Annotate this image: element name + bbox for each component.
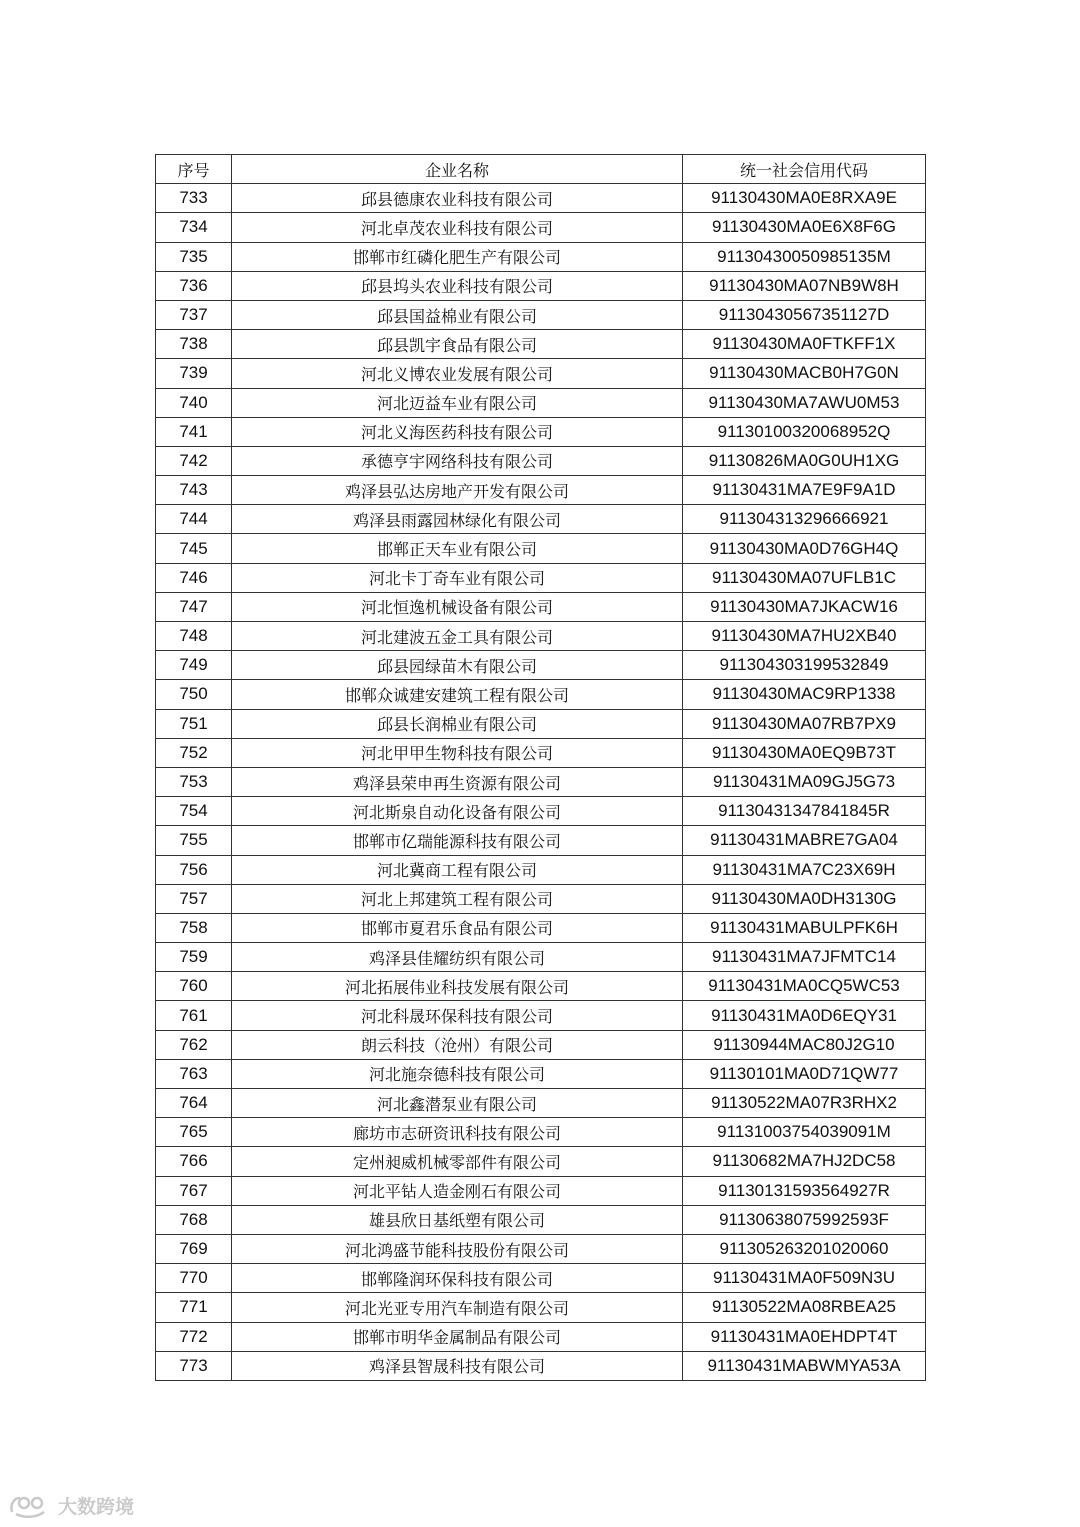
- cell-serial-number: 741: [156, 417, 232, 446]
- table-row: [156, 476, 926, 505]
- cell-serial-number: 746: [156, 563, 232, 592]
- table-body: [156, 184, 926, 1381]
- cell-serial-number: 737: [156, 300, 232, 329]
- cell-serial-number: 739: [156, 359, 232, 388]
- table-row: [156, 709, 926, 738]
- cell-serial-number: 762: [156, 1030, 232, 1059]
- cell-company-name: 河北迈益车业有限公司: [232, 388, 683, 417]
- table-row: [156, 563, 926, 592]
- cell-serial-number: 771: [156, 1293, 232, 1322]
- cell-company-name: 邱县德康农业科技有限公司: [232, 184, 683, 213]
- table-row: [156, 592, 926, 621]
- cell-credit-code: 91130431347841845R: [683, 797, 926, 826]
- cell-credit-code: 911304313296666921: [683, 505, 926, 534]
- cell-serial-number: 733: [156, 184, 232, 213]
- table-row: [156, 534, 926, 563]
- table-row: [156, 855, 926, 884]
- cell-serial-number: 750: [156, 680, 232, 709]
- cell-credit-code: 91130431MA09GJ5G73: [683, 767, 926, 796]
- cell-company-name: 邱县坞头农业科技有限公司: [232, 271, 683, 300]
- cell-company-name: 雄县欣日基纸塑有限公司: [232, 1205, 683, 1234]
- cell-credit-code: 91130431MA0D6EQY31: [683, 1001, 926, 1030]
- table-row: [156, 1176, 926, 1205]
- cell-serial-number: 773: [156, 1351, 232, 1380]
- cell-company-name: 朗云科技（沧州）有限公司: [232, 1030, 683, 1059]
- table-row: [156, 1264, 926, 1293]
- cell-credit-code: 91130522MA07R3RHX2: [683, 1089, 926, 1118]
- cell-credit-code: 91130430MA0D76GH4Q: [683, 534, 926, 563]
- cell-company-name: 承德亨宇网络科技有限公司: [232, 446, 683, 475]
- cell-credit-code: 91130131593564927R: [683, 1176, 926, 1205]
- cell-company-name: 鸡泽县弘达房地产开发有限公司: [232, 476, 683, 505]
- cell-serial-number: 763: [156, 1059, 232, 1088]
- cell-serial-number: 765: [156, 1118, 232, 1147]
- table-row: [156, 767, 926, 796]
- cell-company-name: 河北平钻人造金刚石有限公司: [232, 1176, 683, 1205]
- cell-serial-number: 738: [156, 330, 232, 359]
- table-row: [156, 1089, 926, 1118]
- cell-credit-code: 91130430567351127D: [683, 300, 926, 329]
- table-row: [156, 680, 926, 709]
- cell-credit-code: 91130682MA7HJ2DC58: [683, 1147, 926, 1176]
- header-company-name: 企业名称: [232, 155, 683, 184]
- cell-serial-number: 756: [156, 855, 232, 884]
- table-row: [156, 359, 926, 388]
- table-row: [156, 388, 926, 417]
- table-row: [156, 1234, 926, 1263]
- cell-serial-number: 766: [156, 1147, 232, 1176]
- cell-company-name: 河北甲甲生物科技有限公司: [232, 738, 683, 767]
- cell-credit-code: 91130430MA7HU2XB40: [683, 622, 926, 651]
- cell-company-name: 河北卓茂农业科技有限公司: [232, 213, 683, 242]
- table-row: [156, 242, 926, 271]
- table-row: [156, 913, 926, 942]
- cell-company-name: 邯郸市明华金属制品有限公司: [232, 1322, 683, 1351]
- cell-company-name: 邯郸隆润环保科技有限公司: [232, 1264, 683, 1293]
- cell-credit-code: 91130430MA0E8RXA9E: [683, 184, 926, 213]
- cell-company-name: 邯郸市亿瑞能源科技有限公司: [232, 826, 683, 855]
- cell-company-name: 邱县园绿苗木有限公司: [232, 651, 683, 680]
- cell-company-name: 廊坊市志研资讯科技有限公司: [232, 1118, 683, 1147]
- table-row: [156, 622, 926, 651]
- cell-credit-code: 91130431MA7C23X69H: [683, 855, 926, 884]
- watermark: [8, 1490, 134, 1520]
- cell-credit-code: 91130431MA0CQ5WC53: [683, 972, 926, 1001]
- cell-company-name: 邯郸市红磷化肥生产有限公司: [232, 242, 683, 271]
- cell-credit-code: 91130522MA08RBEA25: [683, 1293, 926, 1322]
- cell-company-name: 鸡泽县智晟科技有限公司: [232, 1351, 683, 1380]
- cell-serial-number: 749: [156, 651, 232, 680]
- table-row: [156, 738, 926, 767]
- cell-company-name: 河北恒逸机械设备有限公司: [232, 592, 683, 621]
- header-serial-number: 序号: [156, 155, 232, 184]
- cell-credit-code: 91130430MACB0H7G0N: [683, 359, 926, 388]
- cell-credit-code: 91130431MABWMYA53A: [683, 1351, 926, 1380]
- table-row: [156, 300, 926, 329]
- cell-credit-code: 91130101MA0D71QW77: [683, 1059, 926, 1088]
- cell-company-name: 河北冀商工程有限公司: [232, 855, 683, 884]
- cell-company-name: 邯郸市夏君乐食品有限公司: [232, 913, 683, 942]
- cell-serial-number: 752: [156, 738, 232, 767]
- table-row: [156, 417, 926, 446]
- table-row: [156, 1293, 926, 1322]
- table-row: [156, 1205, 926, 1234]
- cell-credit-code: 91130430MA0EQ9B73T: [683, 738, 926, 767]
- cell-credit-code: 911304303199532849: [683, 651, 926, 680]
- cell-credit-code: 91130431MABULPFK6H: [683, 913, 926, 942]
- cell-credit-code: 91130431MA7E9F9A1D: [683, 476, 926, 505]
- cell-company-name: 定州昶威机械零部件有限公司: [232, 1147, 683, 1176]
- cell-credit-code: 91130430MA0E6X8F6G: [683, 213, 926, 242]
- cell-company-name: 河北拓展伟业科技发展有限公司: [232, 972, 683, 1001]
- cell-credit-code: 91130431MA0F509N3U: [683, 1264, 926, 1293]
- table-row: [156, 1322, 926, 1351]
- table-row: [156, 943, 926, 972]
- cell-company-name: 河北鸿盛节能科技股份有限公司: [232, 1234, 683, 1263]
- table-row: [156, 446, 926, 475]
- cell-company-name: 邱县国益棉业有限公司: [232, 300, 683, 329]
- table-row: [156, 330, 926, 359]
- cell-company-name: 邯郸众诚建安建筑工程有限公司: [232, 680, 683, 709]
- cell-serial-number: 735: [156, 242, 232, 271]
- cell-credit-code: 911305263201020060: [683, 1234, 926, 1263]
- cell-credit-code: 91130430MA7AWU0M53: [683, 388, 926, 417]
- cell-serial-number: 745: [156, 534, 232, 563]
- cell-credit-code: 91131003754039091M: [683, 1118, 926, 1147]
- cell-credit-code: 91130944MAC80J2G10: [683, 1030, 926, 1059]
- cell-serial-number: 768: [156, 1205, 232, 1234]
- cell-company-name: 鸡泽县雨露园林绿化有限公司: [232, 505, 683, 534]
- cell-company-name: 河北斯泉自动化设备有限公司: [232, 797, 683, 826]
- table-row: [156, 505, 926, 534]
- cell-company-name: 鸡泽县荣申再生资源有限公司: [232, 767, 683, 796]
- cell-credit-code: 91130431MA7JFMTC14: [683, 943, 926, 972]
- cell-serial-number: 747: [156, 592, 232, 621]
- table-row: [156, 1001, 926, 1030]
- cell-serial-number: 759: [156, 943, 232, 972]
- cell-company-name: 河北建波五金工具有限公司: [232, 622, 683, 651]
- cell-credit-code: 91130430MA07RB7PX9: [683, 709, 926, 738]
- cell-company-name: 河北施奈德科技有限公司: [232, 1059, 683, 1088]
- header-credit-code: 统一社会信用代码: [683, 155, 926, 184]
- cell-company-name: 河北光亚专用汽车制造有限公司: [232, 1293, 683, 1322]
- table-row: [156, 1147, 926, 1176]
- cell-serial-number: 754: [156, 797, 232, 826]
- cell-serial-number: 764: [156, 1089, 232, 1118]
- dashuju-logo-icon: [8, 1492, 54, 1518]
- cell-serial-number: 772: [156, 1322, 232, 1351]
- cell-credit-code: 91130430MA0DH3130G: [683, 884, 926, 913]
- cell-serial-number: 767: [156, 1176, 232, 1205]
- cell-serial-number: 757: [156, 884, 232, 913]
- table-row: [156, 884, 926, 913]
- cell-company-name: 河北卡丁奇车业有限公司: [232, 563, 683, 592]
- cell-credit-code: 91130430MA7JKACW16: [683, 592, 926, 621]
- cell-credit-code: 91130638075992593F: [683, 1205, 926, 1234]
- cell-serial-number: 770: [156, 1264, 232, 1293]
- table-row: [156, 1118, 926, 1147]
- cell-serial-number: 760: [156, 972, 232, 1001]
- cell-credit-code: 91130826MA0G0UH1XG: [683, 446, 926, 475]
- cell-serial-number: 751: [156, 709, 232, 738]
- cell-company-name: 河北鑫潜泵业有限公司: [232, 1089, 683, 1118]
- cell-credit-code: 91130100320068952Q: [683, 417, 926, 446]
- table-row: [156, 184, 926, 213]
- cell-company-name: 邱县长润棉业有限公司: [232, 709, 683, 738]
- cell-serial-number: 753: [156, 767, 232, 796]
- table-row: [156, 1030, 926, 1059]
- company-credit-code-table: [155, 154, 926, 1381]
- table-row: [156, 271, 926, 300]
- cell-credit-code: 91130431MABRE7GA04: [683, 826, 926, 855]
- cell-serial-number: 769: [156, 1234, 232, 1263]
- cell-company-name: 鸡泽县佳耀纺织有限公司: [232, 943, 683, 972]
- cell-company-name: 河北上邦建筑工程有限公司: [232, 884, 683, 913]
- cell-serial-number: 736: [156, 271, 232, 300]
- table-row: [156, 651, 926, 680]
- table-row: [156, 213, 926, 242]
- cell-company-name: 邯郸正天车业有限公司: [232, 534, 683, 563]
- cell-company-name: 河北科晟环保科技有限公司: [232, 1001, 683, 1030]
- cell-serial-number: 758: [156, 913, 232, 942]
- cell-credit-code: 91130430MA0FTKFF1X: [683, 330, 926, 359]
- table-row: [156, 972, 926, 1001]
- cell-company-name: 河北义海医药科技有限公司: [232, 417, 683, 446]
- cell-company-name: 河北义博农业发展有限公司: [232, 359, 683, 388]
- cell-credit-code: 91130430MAC9RP1338: [683, 680, 926, 709]
- watermark-text: 大数跨境: [58, 1495, 135, 1518]
- cell-serial-number: 748: [156, 622, 232, 651]
- table-row: [156, 1059, 926, 1088]
- cell-credit-code: 91130430MA07UFLB1C: [683, 563, 926, 592]
- cell-credit-code: 91130430MA07NB9W8H: [683, 271, 926, 300]
- cell-serial-number: 761: [156, 1001, 232, 1030]
- cell-company-name: 邱县凯宇食品有限公司: [232, 330, 683, 359]
- cell-serial-number: 740: [156, 388, 232, 417]
- table-row: [156, 1351, 926, 1380]
- cell-serial-number: 734: [156, 213, 232, 242]
- cell-serial-number: 744: [156, 505, 232, 534]
- cell-serial-number: 743: [156, 476, 232, 505]
- cell-serial-number: 755: [156, 826, 232, 855]
- cell-credit-code: 91130431MA0EHDPT4T: [683, 1322, 926, 1351]
- table-row: [156, 826, 926, 855]
- cell-serial-number: 742: [156, 446, 232, 475]
- table-row: [156, 797, 926, 826]
- table-header-row: [156, 155, 926, 184]
- cell-credit-code: 91130430050985135M: [683, 242, 926, 271]
